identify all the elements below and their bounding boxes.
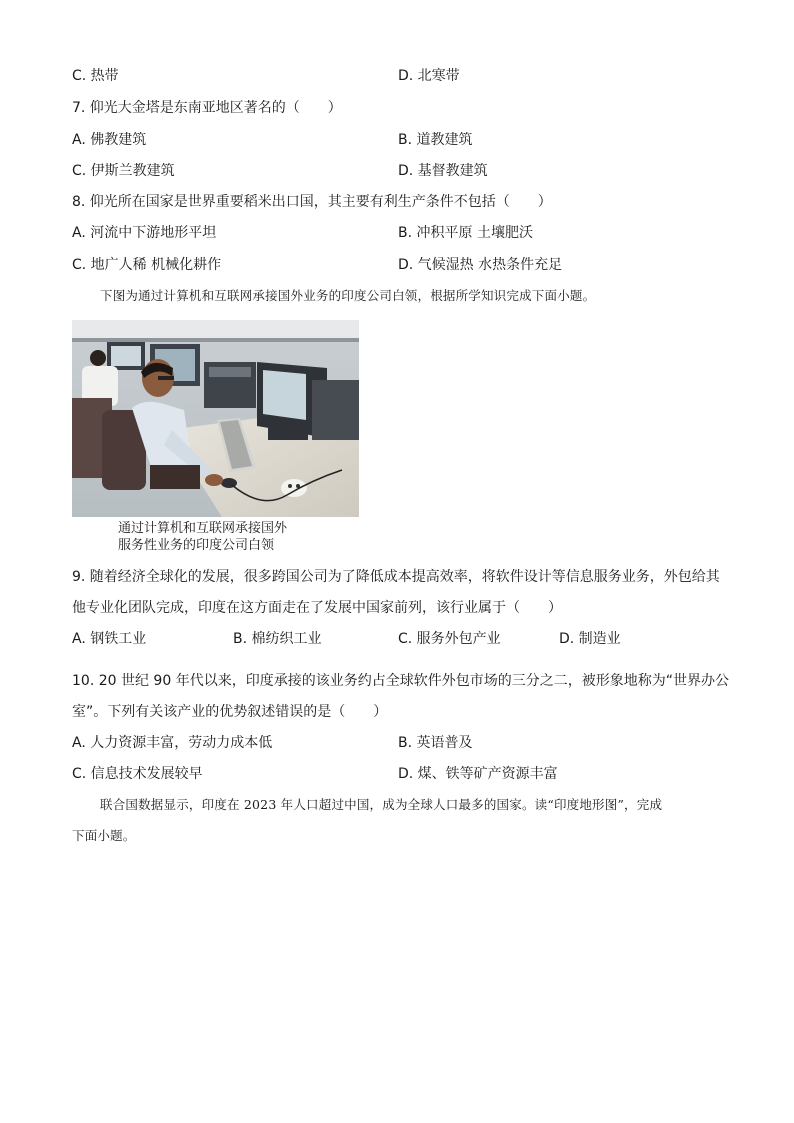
figure-intro-text: 下图为通过计算机和互联网承接国外业务的印度公司白领，根据所学知识完成下面小题。 [100,288,596,303]
office-worker-illustration [72,320,359,517]
q9-stem-line1: 9. 随着经济全球化的发展，很多跨国公司为了降低成本提高效率，将软件设计等信息服务业务，外包给其 [72,569,720,585]
q6-option-c: C. 热带 [72,68,119,84]
figure-caption-line1: 通过计算机和互联网承接国外 [118,521,288,536]
q8-option-b: B. 冲积平原 土壤肥沃 [398,225,533,241]
map-intro-line1: 联合国数据显示，印度在 2023 年人口超过中国，成为全球人口最多的国家。读“印度地形图”，完成 [100,797,663,812]
q9-option-c: C. 服务外包产业 [398,631,501,647]
q10-stem-line1: 10. 20 世纪 90 年代以来，印度承接的该业务约占全球软件外包市场的三分之二，被形象地称为“世界办公 [72,673,729,689]
q8-option-a: A. 河流中下游地形平坦 [72,225,217,241]
figure-caption-line2: 服务性业务的印度公司白领 [118,538,275,553]
q10-option-a: A. 人力资源丰富，劳动力成本低 [72,735,273,751]
q9-option-a: A. 钢铁工业 [72,631,147,647]
q10-option-d: D. 煤、铁等矿产资源丰富 [398,766,558,782]
office-worker-photo [72,320,359,517]
q10-stem-line2: 室”。下列有关该产业的优势叙述错误的是（ ） [72,704,388,720]
q7-stem: 7. 仰光大金塔是东南亚地区著名的（ ） [72,100,342,116]
q10-option-b: B. 英语普及 [398,735,473,751]
q7-option-d: D. 基督教建筑 [398,163,488,179]
q6-option-d: D. 北寒带 [398,68,460,84]
q10-option-c: C. 信息技术发展较早 [72,766,203,782]
q8-option-d: D. 气候湿热 水热条件充足 [398,257,563,273]
q9-stem-line2: 他专业化团队完成，印度在这方面走在了发展中国家前列，该行业属于（ ） [72,600,562,616]
q7-option-c: C. 伊斯兰教建筑 [72,163,175,179]
q7-option-b: B. 道教建筑 [398,132,473,148]
q8-stem: 8. 仰光所在国家是世界重要稻米出口国，其主要有利生产条件不包括（ ） [72,194,552,210]
q8-option-c: C. 地广人稀 机械化耕作 [72,257,222,273]
q9-option-d: D. 制造业 [559,631,621,647]
q7-option-a: A. 佛教建筑 [72,132,147,148]
q9-option-b: B. 棉纺织工业 [233,631,322,647]
map-intro-line2: 下面小题。 [72,828,136,843]
